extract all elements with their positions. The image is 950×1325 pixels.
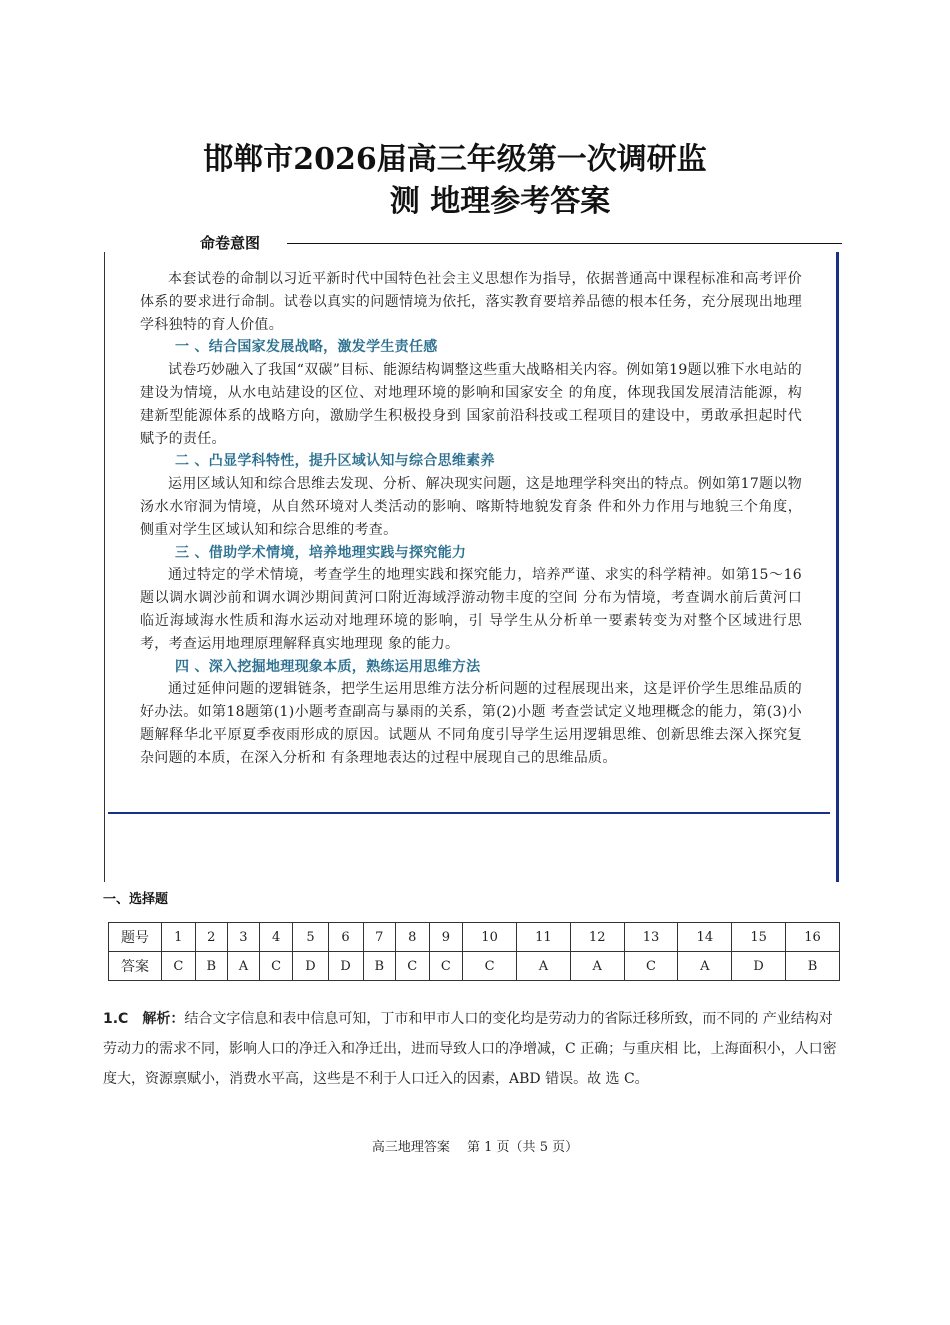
answer-cell: A [678, 952, 732, 981]
answer-row-label: 答案 [109, 952, 162, 981]
choice-section-heading: 一、选择题 [103, 892, 169, 907]
question-number-cell: 4 [259, 923, 293, 952]
question-number-cell: 6 [328, 923, 363, 952]
intent-section-1-heading: 一 、结合国家发展战略，激发学生责任感 [175, 339, 438, 356]
answer-cell: C [259, 952, 293, 981]
answer-cell: A [227, 952, 259, 981]
answer-table-number-row [109, 923, 840, 952]
intent-section-3-heading: 三 、借助学术情境，培养地理实践与探究能力 [175, 544, 467, 561]
answer-cell: C [162, 952, 196, 981]
intent-rule-divider [287, 243, 842, 244]
answer-cell: B [786, 952, 840, 981]
intent-section-1-body: 试卷巧妙融入了我国“双碳”目标、能源结构调整这些重大战略相关内容。例如第19题以雅下水电站的建设为情境，从水电站建设的区位、对地理环境的影响和国家安全 的角度，体现我国发展清洁能源，构建新型能源体系的战略方向，激励学生积极投身到 国家前沿科技或工程项目的建设中，勇敢承担起时代赋予的责任。 [140, 362, 802, 447]
answer-cell: C [624, 952, 678, 981]
answer-table [108, 922, 840, 981]
question-number-cell: 13 [624, 923, 678, 952]
question-number-cell: 12 [570, 923, 624, 952]
question-number-cell: 11 [516, 923, 570, 952]
question-1-explanation [103, 1004, 843, 1094]
answer-cell: D [293, 952, 328, 981]
page-title-line-1: 邯郸市2026届高三年级第一次调研监 [203, 142, 707, 177]
intent-box-left-border [104, 252, 105, 882]
intent-box-bottom-rule [108, 812, 830, 814]
question-number-cell: 9 [429, 923, 463, 952]
answer-cell: B [363, 952, 395, 981]
answer-cell: D [328, 952, 363, 981]
question-number-cell: 2 [195, 923, 227, 952]
question-number-cell: 1 [162, 923, 196, 952]
question-number-cell: 10 [463, 923, 517, 952]
intent-intro: 本套试卷的命制以习近平新时代中国特色社会主义思想作为指导，依据普通高中课程标准和高考评价体系的要求进行命制。试卷以真实的问题情境为依托，落实教育要培养品德的根本任务，充分展现出地理学科独特的育人价值。 [140, 271, 802, 333]
intent-body [140, 268, 802, 770]
answer-cell: C [463, 952, 517, 981]
number-row-label: 题号 [109, 923, 162, 952]
intent-section-3-body: 通过特定的学术情境，考查学生的地理实践和探究能力，培养严谨、求实的科学精神。如第15～16题以调水调沙前和调水调沙期间黄河口附近海域浮游动物丰度的空间 分布为情境，考查调水前后黄河口临近海域海水性质和海水运动对地理环境的影响，引 导学生从分析单一要素转变为对整个区域进行思考，考查运用地理原理解释真实地理现 象的能力。 [140, 567, 802, 652]
answer-table-answer-row [109, 952, 840, 981]
page-title-line-2: 测 地理参考答案 [389, 184, 611, 219]
answer-cell: B [195, 952, 227, 981]
question-number-cell: 7 [363, 923, 395, 952]
intent-section-4-heading: 四 、深入挖掘地理现象本质，熟练运用思维方法 [175, 658, 481, 675]
answer-cell: A [570, 952, 624, 981]
question-number-cell: 14 [678, 923, 732, 952]
intent-label: 命卷意图 [200, 234, 261, 252]
answer-cell: C [429, 952, 463, 981]
question-number-cell: 3 [227, 923, 259, 952]
intent-section-2-body: 运用区域认知和综合思维去发现、分析、解决现实问题，这是地理学科突出的特点。例如第17题以物汤水水帘洞为情境，从自然环境对人类活动的影响、喀斯特地貌发育条 件和外力作用与地貌三个角度，侧重对学生区域认知和综合思维的考查。 [140, 476, 802, 538]
question-number-cell: 15 [732, 923, 786, 952]
question-number-cell: 8 [395, 923, 429, 952]
explanation-text: 结合文字信息和表中信息可知，丁市和甲市人口的变化均是劳动力的省际迁移所致，而不同的 产业结构对劳动力的需求不同，影响人口的净迁入和净迁出，进而导致人口的净增减，C 正确；与重庆相 比，上海面积小，人口密度大，资源禀赋小，消费水平高，这些是不利于人口迁入的因素，ABD 错误。故 选 C。 [103, 1011, 837, 1087]
intent-section-4-body: 通过延伸问题的逻辑链条，把学生运用思维方法分析问题的过程展现出来，这是评价学生思维品质的好办法。如第18题第(1)小题考查副高与暴雨的关系，第(2)小题 考查尝试定义地理概念的能力，第(3)小题解释华北平原夏季夜雨形成的原因。试题从 不同角度引导学生运用逻辑思维、创新思维去深入探究复杂问题的本质，在深入分析和 有条理地表达的过程中展现自己的思维品质。 [140, 681, 802, 766]
page-footer: 高三地理答案 第 1 页（共 5 页） [371, 1140, 579, 1155]
answer-cell: C [395, 952, 429, 981]
explanation-lead: 1.C 解析： [103, 1011, 185, 1027]
intent-section-2-heading: 二 、凸显学科特性，提升区域认知与综合思维素养 [175, 453, 495, 470]
answer-cell: D [732, 952, 786, 981]
question-number-cell: 16 [786, 923, 840, 952]
answer-cell: A [516, 952, 570, 981]
intent-box-right-border [836, 252, 839, 882]
question-number-cell: 5 [293, 923, 328, 952]
